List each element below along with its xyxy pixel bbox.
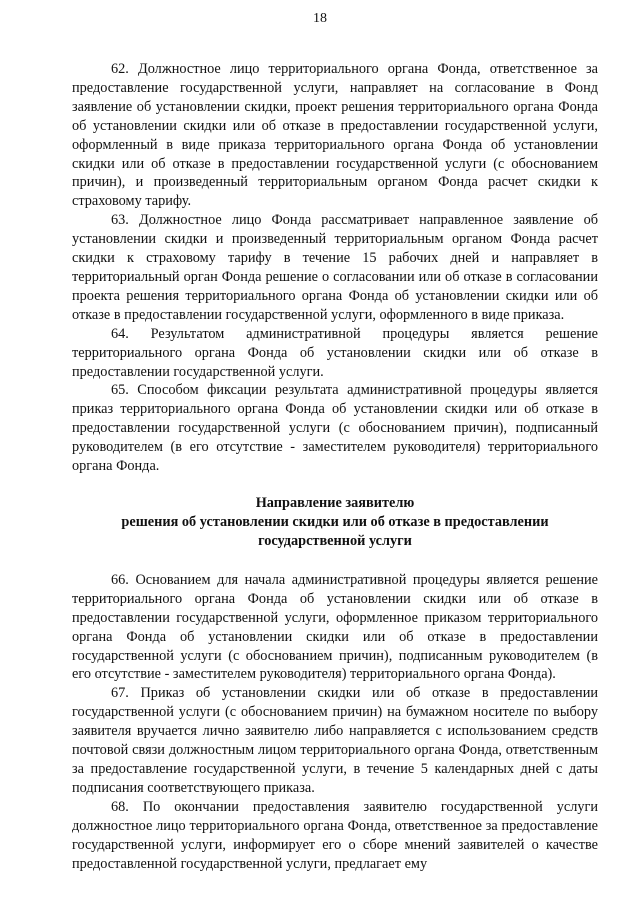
section-heading-line-3: государственной услуги bbox=[258, 532, 412, 549]
section-heading-line-2: решения об установлении скидки или об отказе в предоставлении bbox=[121, 513, 549, 530]
paragraph-66 bbox=[72, 571, 598, 684]
document-body bbox=[72, 60, 598, 873]
paragraph-number: 63. bbox=[111, 212, 129, 229]
paragraph-text: Основанием для начала административной процедуры является решение территориального органа Фонда об установлении скидки или об отказе в предоставлении государственной услуги, оформленное приказом территориального органа Фонда об установлении скидки или об отказе в предоставлении государственной услуги (с обоснованием причин), подписанным руководителем (в его отсутствие - заместителем руководителя) территориального органа Фонда). bbox=[72, 571, 598, 683]
paragraph-text: Результатом административной процедуры является решение территориального органа Фонда об установлении скидки или об отказе в предоставлении государственной услуги. bbox=[72, 325, 598, 380]
paragraph-68 bbox=[72, 798, 598, 874]
paragraph-number: 64. bbox=[111, 325, 129, 342]
paragraph-62 bbox=[72, 60, 598, 211]
paragraph-65 bbox=[72, 381, 598, 476]
paragraph-67 bbox=[72, 684, 598, 797]
section-heading bbox=[72, 494, 598, 551]
paragraph-number: 68. bbox=[111, 798, 129, 815]
paragraph-number: 66. bbox=[111, 571, 129, 588]
section-heading-line-1: Направление заявителю bbox=[255, 494, 415, 511]
paragraph-text: Должностное лицо Фонда рассматривает направленное заявление об установлении скидки и произведенный территориальным органом Фонда расчет скидки к страховому тарифу в течение 15 рабочих дней и направляет в территориальный орган Фонда решение о согласовании или об отказе в согласовании проекта решения территориального органа Фонда об установлении скидки или об отказе в предоставлении государственной услуги, оформленного в виде приказа. bbox=[72, 212, 598, 323]
paragraph-text: Способом фиксации результата административной процедуры является приказ территориального органа Фонда об установлении скидки или об отказе в предоставлении государственной услуги (с обоснованием причин), подписанный руководителем (в его отсутствие - заместителем руководителя) территориального органа Фонда. bbox=[72, 382, 598, 475]
page-number: 18 bbox=[313, 11, 327, 26]
paragraph-number: 62. bbox=[111, 61, 129, 77]
paragraph-63 bbox=[72, 211, 598, 324]
paragraph-text: Должностное лицо территориального органа Фонда, ответственное за предоставление государственной услуги, направляет на согласование в Фонд заявление об установлении скидки, проект решения территориального органа Фонда об установлении скидки или об отказе в предоставлении государственной услуги, оформленный в виде приказа территориального органа Фонда об установлении скидки или об отказе в предоставлении государственной услуги (с обоснованием причин), и произведенный территориальным органом Фонда расчет скидки к страховому тарифу. bbox=[72, 61, 598, 210]
paragraph-text: Приказ об установлении скидки или об отказе в предоставлении государственной услуги (с обоснованием причин) на бумажном носителе по выбору заявителя вручается лично заявителю либо направляется с использованием средств почтовой связи должностным лицом территориального органа Фонда, ответственным за предоставление государственной услуги, в течение 5 календарных дней с даты подписания соответствующего приказа. bbox=[72, 685, 599, 796]
paragraph-number: 65. bbox=[111, 382, 129, 399]
paragraph-text: По окончании предоставления заявителю государственной услуги должностное лицо территориального органа Фонда, ответственное за предоставление государственной услуги, информирует его о сборе мнений заявителей о качестве предоставленной государственной услуги, предлагает ему bbox=[72, 798, 598, 872]
paragraph-64 bbox=[72, 325, 598, 382]
paragraph-number: 67. bbox=[111, 685, 129, 702]
